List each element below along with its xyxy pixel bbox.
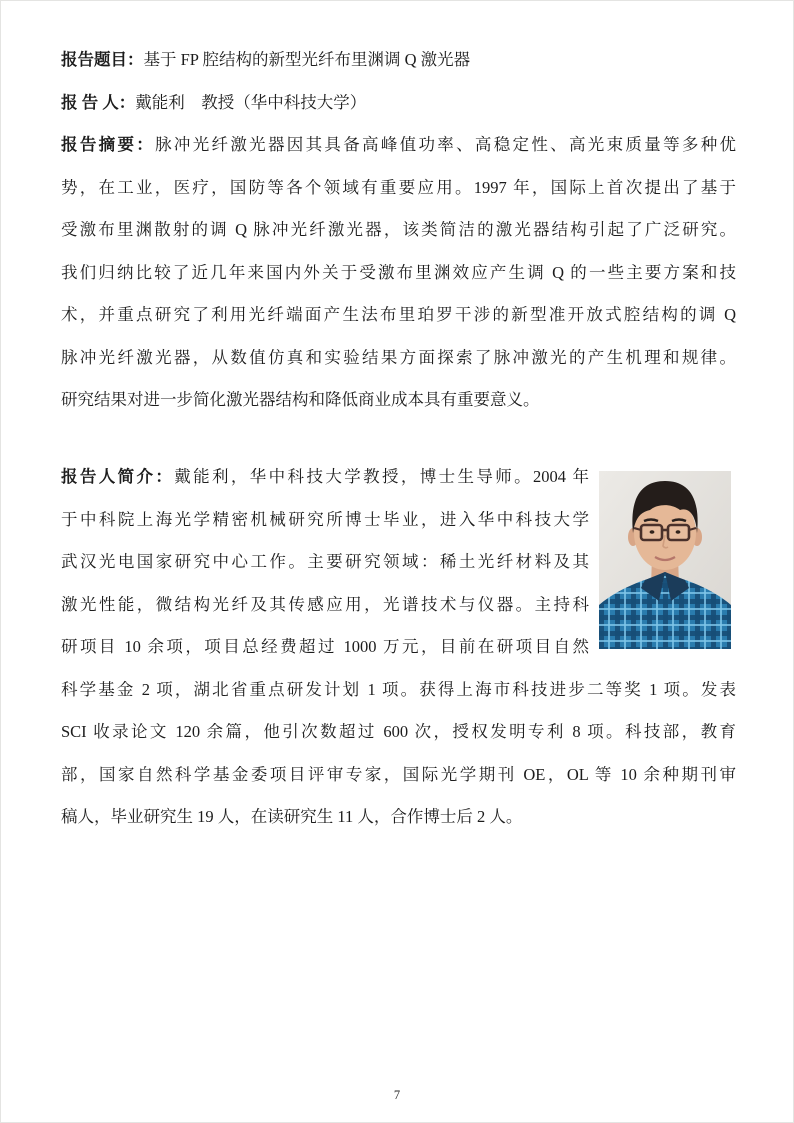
- speaker-name: 戴能利 教授（华中科技大学）: [135, 92, 367, 112]
- bio-last-line: 稿人，毕业研究生 19 人，在读研究生 11 人，合作博士后 2 人。: [61, 807, 523, 826]
- eye-right: [676, 530, 681, 534]
- abstract-last-line: 研究结果对进一步简化激光器结构和降低商业成本具有重要意义。: [61, 390, 540, 409]
- abstract-label: 报告摘要：: [61, 135, 156, 154]
- abstract-line: 报告摘要：脉冲光纤激光器因其具备高峰值功率、高稳定性、高光束质量等多种优: [61, 135, 737, 154]
- bio-line: 武汉光电国家研究中心工作。主要研究领域：稀土光纤材料及其: [61, 552, 589, 571]
- report-content: [61, 39, 736, 422]
- bio-line: SCI 收录论文 120 余篇，他引次数超过 600 次，授权发明专利 8 项。科技部，教育: [61, 722, 736, 741]
- bio-line: 激光性能，微结构光纤及其传感应用，光谱技术与仪器。主持科: [61, 594, 589, 614]
- speaker-photo: [599, 471, 731, 649]
- abstract-line: 术，并重点研究了利用光纤端面产生法布里珀罗干涉的新型准开放式腔结构的调 Q: [61, 305, 736, 324]
- bio-line: 部，国家自然科学基金委项目评审专家，国际光学期刊 OE，OL 等 10 余种期刊审: [61, 764, 736, 784]
- eye-left: [650, 530, 655, 534]
- abstract-line: 势，在工业，医疗，国防等各个领域有重要应用。1997 年，国际上首次提出了基于: [61, 177, 736, 197]
- bio-label: 报告人简介：: [61, 467, 175, 486]
- speaker-line: [61, 82, 736, 125]
- speaker-label: 报 告 人：: [61, 92, 136, 112]
- report-title-line: [61, 39, 736, 82]
- bio-line: 科学基金 2 项，湖北省重点研发计划 1 项。获得上海市科技进步二等奖 1 项。发表: [61, 679, 737, 699]
- bio-line: 于中科院上海光学精密机械研究所博士毕业，进入华中科技大学: [61, 509, 589, 529]
- page-number: 7: [393, 1088, 401, 1102]
- abstract-line: 受激布里渊散射的调 Q 脉冲光纤激光器，该类简洁的激光器结构引起了广泛研究。: [61, 220, 736, 239]
- bio-line: 研项目 10 余项，项目总经费超过 1000 万元，目前在研项目自然: [61, 637, 589, 656]
- report-title-label: 报告题目：: [61, 50, 144, 69]
- speaker-portrait-drawing: [599, 471, 731, 649]
- abstract-line: 我们归纳比较了近几年来国内外关于受激布里渊效应产生调 Q 的一些主要方案和技: [61, 262, 736, 282]
- report-title-text: 基于 FP 腔结构的新型光纤布里渊调 Q 激光器: [143, 50, 471, 69]
- bio-line: 报告人简介：戴能利，华中科技大学教授，博士生导师。2004 年: [61, 467, 590, 486]
- abstract-line: 脉冲光纤激光器，从数值仿真和实验结果方面探索了脉冲激光的产生机理和规律。: [61, 347, 736, 367]
